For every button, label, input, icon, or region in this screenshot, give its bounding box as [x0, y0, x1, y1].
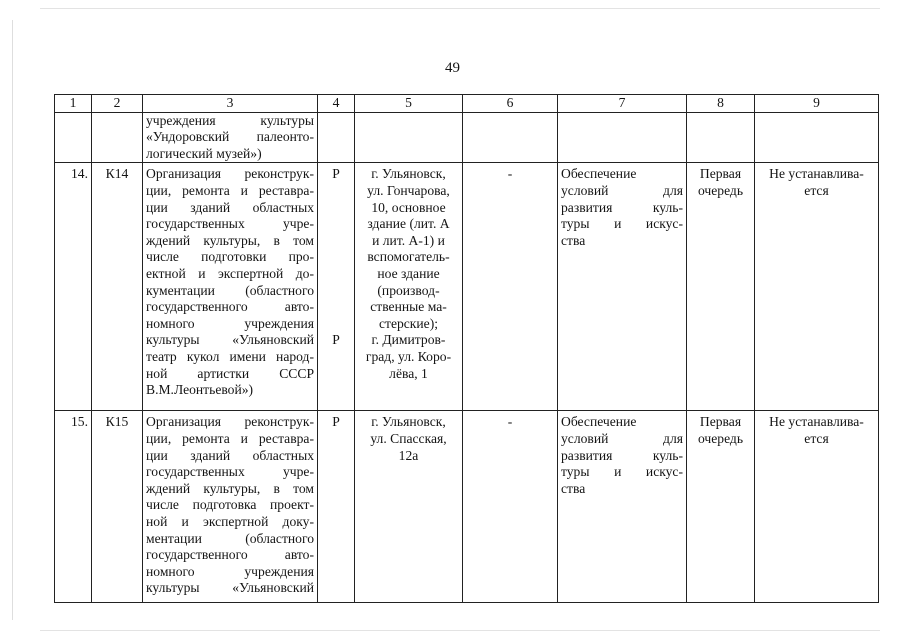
- location-line: стерские);: [378, 315, 439, 331]
- description-line: театр кукол имени народ-: [146, 348, 314, 364]
- location-line: г. Димитров-: [371, 332, 446, 348]
- location-line: ственные ма-: [370, 299, 447, 315]
- cell-description: [143, 112, 318, 163]
- description-line: государственных учре-: [146, 216, 314, 232]
- purpose-line: условий для: [561, 430, 683, 446]
- level-mark: Р: [332, 331, 340, 347]
- cell-code: К15: [92, 411, 143, 603]
- description-line: государственных учре-: [146, 464, 314, 480]
- priority-line: Первая: [699, 414, 742, 430]
- location-line: лёва, 1: [389, 365, 428, 381]
- header-cell-8: 8: [687, 95, 755, 113]
- cell-col6: -: [463, 163, 558, 411]
- cell-col6: [463, 112, 558, 163]
- location-line: вспомогатель-: [367, 249, 450, 265]
- description-line: «Ундоровский палеонто-: [146, 129, 314, 145]
- header-cell-1: 1: [55, 95, 92, 113]
- description-line: Организация реконструк-: [146, 414, 314, 430]
- description-line: ции зданий областных: [146, 199, 314, 215]
- location-line: ул. Гончарова,: [367, 182, 450, 198]
- location-line: г. Ульяновск,: [371, 166, 446, 182]
- cell-purpose: [558, 411, 687, 603]
- purpose-line: ства: [561, 480, 586, 496]
- cell-level: [318, 112, 355, 163]
- description-line: культуры «Ульяновский: [146, 332, 314, 348]
- header-cell-7: 7: [558, 95, 687, 113]
- cell-purpose: [558, 163, 687, 411]
- cell-term: [755, 411, 879, 603]
- term-line: ется: [804, 182, 829, 198]
- description-line: Организация реконструк-: [146, 166, 314, 182]
- cell-num: [55, 112, 92, 163]
- description-line: государственного авто-: [146, 299, 314, 315]
- location-line: (производ-: [377, 282, 440, 298]
- cell-location: [355, 112, 463, 163]
- scan-edge-bottom: [40, 630, 880, 631]
- cell-description: [143, 411, 318, 603]
- description-line: ции, ремонта и реставра-: [146, 182, 314, 198]
- description-line: ментации (областного: [146, 530, 314, 546]
- description-line: культуры «Ульяновский: [146, 580, 314, 596]
- term-line: ется: [804, 430, 829, 446]
- description-line: числе подготовка проект-: [146, 497, 314, 513]
- description-line: номного учреждения: [146, 563, 314, 579]
- cell-location: [355, 411, 463, 603]
- page-number: 49: [445, 60, 460, 76]
- purpose-line: развития куль-: [561, 447, 683, 463]
- header-cell-6: 6: [463, 95, 558, 113]
- location-line: град, ул. Коро-: [365, 348, 452, 364]
- cell-term: [755, 163, 879, 411]
- table-row: [55, 163, 879, 411]
- location-line: и лит. А-1) и: [372, 232, 445, 248]
- cell-level: [318, 411, 355, 603]
- description-line: В.М.Леонтьевой»): [146, 382, 254, 398]
- priority-line: очередь: [697, 430, 744, 446]
- header-row: [55, 95, 879, 113]
- location-line: здание (лит. А: [367, 216, 450, 232]
- purpose-line: Обеспечение: [561, 166, 637, 182]
- purpose-line: условий для: [561, 182, 683, 198]
- description-line: учреждения культуры: [146, 112, 314, 128]
- description-line: государственного авто-: [146, 547, 314, 563]
- header-cell-2: 2: [92, 95, 143, 113]
- cell-code: [92, 112, 143, 163]
- header-cell-4: 4: [318, 95, 355, 113]
- description-line: ции зданий областных: [146, 447, 314, 463]
- level-spacer: [321, 183, 351, 332]
- location-line: ул. Спасская,: [370, 430, 447, 446]
- document-table: [54, 94, 879, 603]
- term-line: Не устанавлива-: [769, 166, 864, 182]
- table-row: [55, 411, 879, 603]
- level-mark: Р: [332, 414, 340, 430]
- description-line: ной и экспертной доку-: [146, 513, 314, 529]
- location-line: 12а: [398, 447, 419, 463]
- header-cell-3: 3: [143, 95, 318, 113]
- purpose-line: туры и искус-: [561, 464, 683, 480]
- level-mark: Р: [332, 166, 340, 182]
- term-line: Не устанавлива-: [769, 414, 864, 430]
- cell-description: [143, 163, 318, 411]
- header-cell-9: 9: [755, 95, 879, 113]
- header-cell-5: 5: [355, 95, 463, 113]
- description-line: ждений культуры, в том: [146, 480, 314, 496]
- cell-level: [318, 163, 355, 411]
- description-line: ждений культуры, в том: [146, 232, 314, 248]
- description-line: кументации (областного: [146, 282, 314, 298]
- description-line: числе подготовки про-: [146, 249, 314, 265]
- cell-location: [355, 163, 463, 411]
- purpose-line: развития куль-: [561, 199, 683, 215]
- purpose-line: Обеспечение: [561, 414, 637, 430]
- cell-num: 15.: [55, 411, 92, 603]
- table-row-continuation: [55, 112, 879, 163]
- location-line: ное здание: [377, 265, 440, 281]
- purpose-line: ства: [561, 232, 586, 248]
- scan-edge-top: [40, 8, 880, 9]
- cell-code: К14: [92, 163, 143, 411]
- location-line: г. Ульяновск,: [371, 414, 446, 430]
- description-line: ной артистки СССР: [146, 365, 314, 381]
- priority-line: Первая: [699, 166, 742, 182]
- description-line: логический музей»): [146, 145, 262, 161]
- cell-num: 14.: [55, 163, 92, 411]
- cell-term: [755, 112, 879, 163]
- location-line: 10, основное: [371, 199, 446, 215]
- cell-col6: -: [463, 411, 558, 603]
- scan-edge-left: [12, 20, 13, 620]
- description-line: ции, ремонта и реставра-: [146, 430, 314, 446]
- description-line: ектной и экспертной до-: [146, 265, 314, 281]
- cell-priority: [687, 163, 755, 411]
- cell-priority: [687, 112, 755, 163]
- cell-purpose: [558, 112, 687, 163]
- priority-line: очередь: [697, 182, 744, 198]
- purpose-line: туры и искус-: [561, 216, 683, 232]
- description-line: номного учреждения: [146, 315, 314, 331]
- cell-priority: [687, 411, 755, 603]
